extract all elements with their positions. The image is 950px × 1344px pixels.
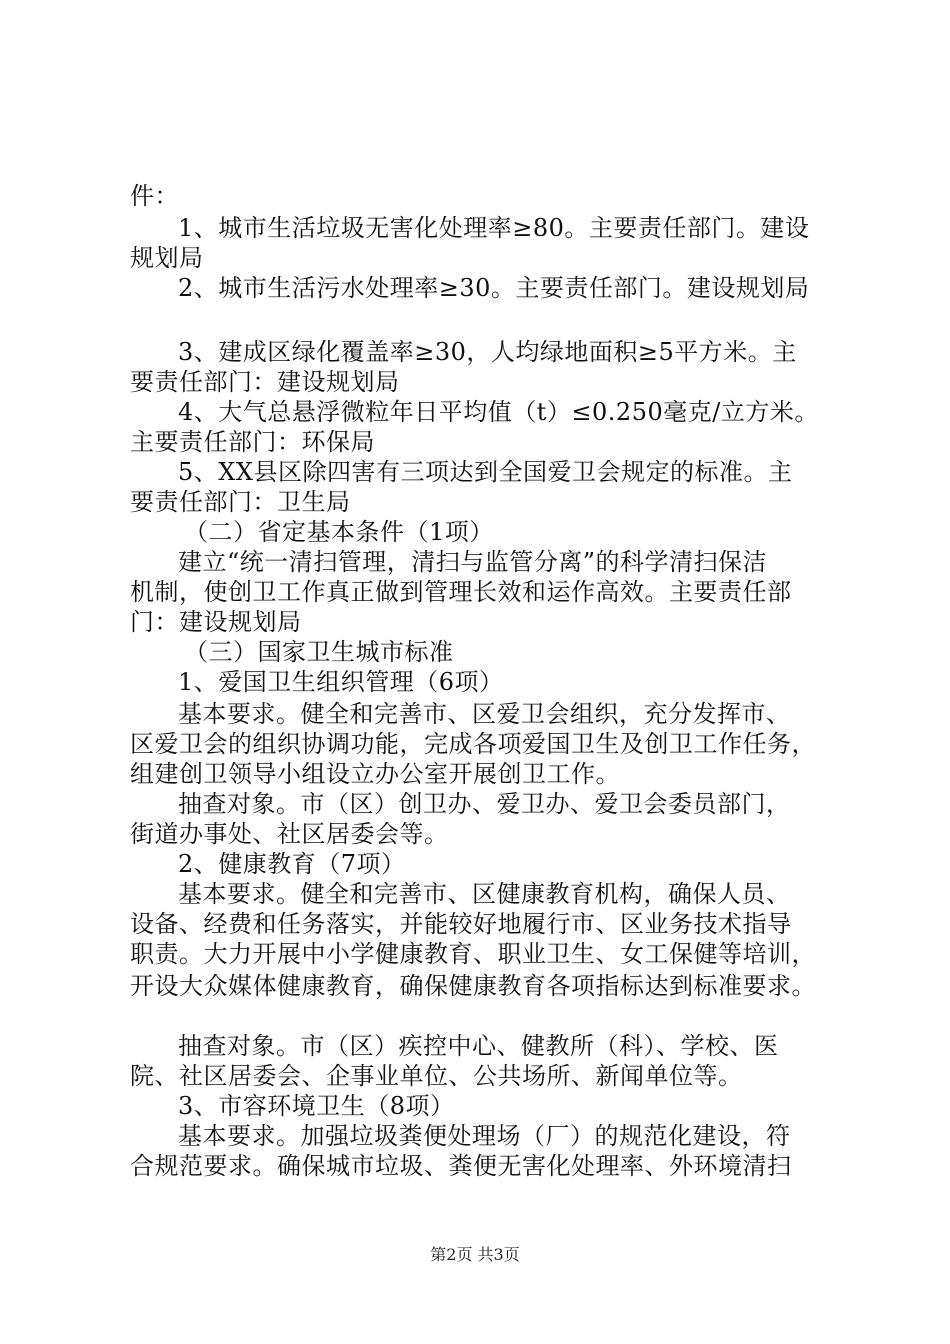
- text-line: 门：建设规划局: [130, 608, 302, 636]
- text-line: 职责。大力开展中小学健康教育、职业卫生、女工保健等培训，: [130, 940, 816, 968]
- text-line: 基本要求。健全和完善市、区健康教育机构，确保人员、: [178, 880, 791, 908]
- section-heading: （二）省定基本条件（1项）: [184, 518, 494, 546]
- text-line: 区爱卫会的组织协调功能，完成各项爱国卫生及创卫工作任务，: [130, 730, 816, 758]
- text-line: 街道办事处、社区居委会等。: [130, 820, 449, 848]
- text-line: 建立“统一清扫管理，清扫与监管分离”的科学清扫保洁: [178, 548, 768, 576]
- text-line: 设备、经费和任务落实，并能较好地履行市、区业务技术指导: [130, 910, 792, 938]
- text-line: 抽查对象。市（区）疾控中心、健教所（科）、学校、医: [178, 1032, 779, 1060]
- subsection-heading: 1、爱国卫生组织管理（6项）: [178, 668, 504, 696]
- text-line: 要责任部门：建设规划局: [130, 368, 400, 396]
- text-line: 院、社区居委会、企事业单位、公共场所、新闻单位等。: [130, 1062, 743, 1090]
- text-line: 1、城市生活垃圾无害化处理率≥80。主要责任部门。建设: [178, 214, 810, 242]
- subsection-heading: 2、健康教育（7项）: [178, 850, 406, 878]
- text-line: 基本要求。健全和完善市、区爱卫会组织，充分发挥市、: [178, 700, 791, 728]
- text-line: 2、城市生活污水处理率≥30。主要责任部门。建设规划局: [178, 274, 810, 302]
- text-line: 规划局: [130, 244, 204, 272]
- text-line: 开设大众媒体健康教育，确保健康教育各项指标达到标准要求。: [130, 972, 816, 1000]
- text-line: 3、建成区绿化覆盖率≥30，人均绿地面积≥5平方米。主: [178, 338, 797, 366]
- text-line: 5、XX县区除四害有三项达到全国爱卫会规定的标准。主: [178, 458, 793, 486]
- text-line: 基本要求。加强垃圾粪便处理场（厂）的规范化建设，符: [178, 1122, 791, 1150]
- text-line: 要责任部门：卫生局: [130, 488, 351, 516]
- subsection-heading: 3、市容环境卫生（8项）: [178, 1092, 455, 1120]
- text-line: 合规范要求。确保城市垃圾、粪便无害化处理率、外环境清扫: [130, 1152, 792, 1180]
- text-line: 机制，使创卫工作真正做到管理长效和运作高效。主要责任部: [130, 578, 792, 606]
- section-heading: （三）国家卫生城市标准: [184, 638, 454, 666]
- text-line: 件：: [130, 182, 179, 210]
- text-line: 4、大气总悬浮微粒年日平均值（t）≤0.250毫克/立方米。: [178, 398, 819, 426]
- text-line: 主要责任部门：环保局: [130, 428, 375, 456]
- text-line: 组建创卫领导小组设立办公室开展创卫工作。: [130, 760, 620, 788]
- text-line: 抽查对象。市（区）创卫办、爱卫办、爱卫会委员部门，: [178, 790, 791, 818]
- page-footer: 第2页 共3页: [430, 1245, 520, 1264]
